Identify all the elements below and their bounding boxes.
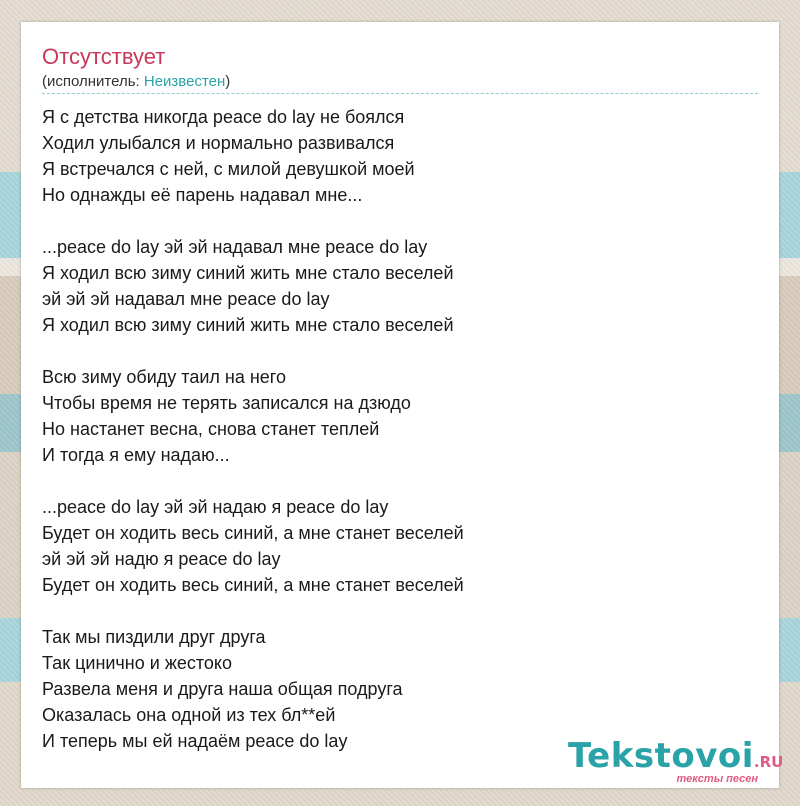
lyric-line: И тогда я ему надаю... [42,445,230,465]
stanza-break [42,208,758,234]
lyric-line: Будет он ходить весь синий, а мне станет веселей [42,575,464,595]
lyric-line: Всю зиму обиду таил на него [42,367,286,387]
song-title: Отсутствует [42,44,166,69]
lyric-line: Но настанет весна, снова станет теплей [42,419,380,439]
lyric-line: Но однажды её парень надавал мне... [42,185,363,205]
lyric-line: Ходил улыбался и нормально развивался [42,133,395,153]
lyric-line: Я с детства никогда peace do lay не боялся [42,107,405,127]
lyrics-text [42,104,758,754]
stanza-break [42,338,758,364]
lyric-line: ...peace do lay эй эй надавал мне peace do lay [42,237,428,257]
lyric-line: Развела меня и друга наша общая подруга [42,679,403,699]
lyric-line: Я ходил всю зиму синий жить мне стало веселей [42,315,454,335]
lyric-line: Так цинично и жестоко [42,653,233,673]
artist-prefix: (исполнитель: [42,73,144,90]
lyric-line: ...peace do lay эй эй надаю я peace do lay [42,497,389,517]
lyric-line: Я встречался с ней, с милой девушкой моей [42,159,415,179]
lyric-line: И теперь мы ей надаём peace do lay [42,731,348,751]
lyric-line: Чтобы время не терять записался на дзюдо [42,393,411,413]
lyric-line: Я ходил всю зиму синий жить мне стало веселей [42,263,454,283]
stanza-break [42,468,758,494]
logo-tagline: тексты песен [676,773,758,785]
artist-line [42,73,230,91]
lyric-line: Будет он ходить весь синий, а мне станет веселей [42,523,464,543]
stanza-break [42,598,758,624]
lyric-line: эй эй эй надавал мне peace do lay [42,289,330,309]
logo-tld: .RU [753,753,784,771]
lyric-line: Так мы пиздили друг друга [42,627,266,647]
artist-suffix: ) [225,73,231,90]
lyrics-card [21,22,784,788]
logo-name: Tekstovoi [568,736,754,776]
artist-link[interactable]: Неизвестен [143,73,226,90]
divider [42,93,758,94]
lyric-line: Оказалась она одной из тех бл**ей [42,705,336,725]
site-logo[interactable] [568,736,784,785]
lyric-line: эй эй эй надю я peace do lay [42,549,281,569]
